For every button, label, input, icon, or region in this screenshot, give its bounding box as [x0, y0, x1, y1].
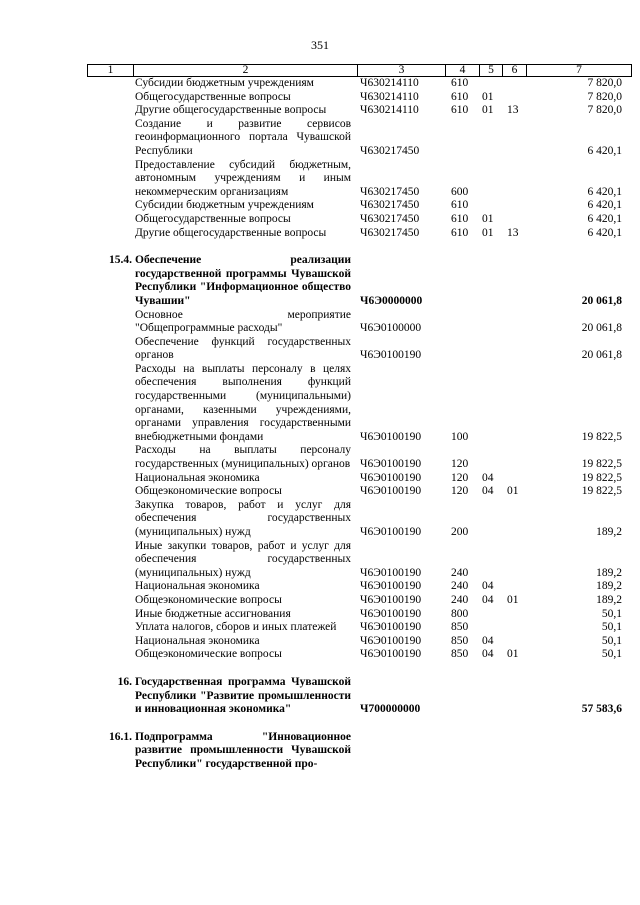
row-code: Ч6Э0100190 [360, 349, 422, 362]
row-name: Закупка товаров, работ и услуг для обеспечения государственных (муниципальных) нужд [135, 498, 351, 538]
table-row [0, 485, 640, 499]
row-name: Общеэкономические вопросы [135, 485, 282, 498]
row-col-4: 610 [451, 104, 469, 117]
table-row [0, 635, 640, 649]
row-col-5: 04 [482, 593, 494, 606]
budget-table [0, 77, 640, 772]
row-sum: 20 061,8 [581, 349, 622, 362]
row-code: Ч6Э0100190 [360, 593, 422, 606]
table-row [0, 540, 640, 581]
row-col-6: 13 [507, 226, 519, 239]
header-col-3: 3 [358, 65, 446, 76]
row-number: 15.4. [109, 254, 132, 267]
row-code: Ч630217450 [360, 212, 420, 225]
row-sum: 7 820,0 [587, 90, 622, 103]
table-row [0, 363, 640, 445]
row-name: Национальная экономика [135, 580, 260, 593]
row-col-6: 01 [507, 593, 519, 606]
row-code: Ч630217450 [360, 226, 420, 239]
row-sum: 7 820,0 [587, 104, 622, 117]
table-row [0, 77, 640, 91]
row-name: Другие общегосударственные вопросы [135, 226, 327, 239]
row-name: Обеспечение функций государственных органов [135, 335, 351, 362]
row-col-6: 01 [507, 485, 519, 498]
row-code: Ч6Э0100190 [360, 526, 422, 538]
row-col-5: 01 [482, 90, 494, 103]
row-name: Предоставление субсидий бюджетным, автономным учреждениям и иным некоммерческим организациям [135, 158, 351, 198]
page-number: 351 [311, 38, 329, 52]
table-row [0, 91, 640, 105]
table-row [0, 213, 640, 227]
row-code: Ч630214110 [360, 77, 419, 89]
row-col-5: 04 [482, 648, 494, 661]
row-sum: 19 822,5 [581, 485, 622, 498]
row-name: Общеэкономические вопросы [135, 593, 282, 606]
row-sum: 6 420,1 [587, 199, 622, 212]
row-name: Расходы на выплаты персоналу государственных (муниципальных) органов [135, 444, 351, 471]
row-name: Общегосударственные вопросы [135, 90, 291, 103]
table-row [0, 594, 640, 608]
row-col-4: 200 [451, 526, 469, 538]
row-gap [0, 717, 640, 731]
row-name: Общеэкономические вопросы [135, 648, 282, 661]
header-col-5: 5 [480, 65, 503, 76]
row-name: Иные бюджетные ассигнования [135, 607, 291, 620]
row-col-4: 610 [451, 199, 469, 212]
row-col-4: 850 [451, 634, 469, 647]
row-col-4: 850 [451, 648, 469, 661]
table-row [0, 472, 640, 486]
row-col-4: 610 [451, 212, 469, 225]
row-col-5: 01 [482, 226, 494, 239]
row-sum: 50,1 [601, 621, 622, 634]
header-col-6: 6 [503, 65, 527, 76]
row-code: Ч630214110 [360, 90, 419, 103]
row-col-5: 04 [482, 580, 494, 593]
table-row [0, 444, 640, 471]
row-gap [0, 662, 640, 676]
row-number: 16.1. [109, 730, 132, 743]
row-code: Ч6Э0100000 [360, 322, 422, 335]
row-col-4: 120 [451, 485, 469, 498]
row-col-4: 240 [451, 593, 469, 606]
row-name: Государственная программа Чувашской Республики "Развитие промышленности и инновационная экономика" [135, 675, 351, 716]
row-sum: 57 583,6 [581, 703, 622, 716]
row-sum: 6 420,1 [587, 212, 622, 225]
table-row [0, 336, 640, 363]
row-col-4: 100 [451, 430, 469, 443]
row-sum: 50,1 [601, 648, 622, 661]
row-col-4: 240 [451, 566, 469, 579]
row-code: Ч6Э0100190 [360, 430, 422, 443]
row-code: Ч6Э0000000 [360, 294, 423, 307]
table-row [0, 580, 640, 594]
row-sum: 6 420,1 [587, 185, 622, 198]
row-name: Субсидии бюджетным учреждениям [135, 77, 314, 89]
row-code: Ч630217450 [360, 199, 420, 212]
row-code: Ч630217450 [360, 144, 420, 157]
row-code: Ч6Э0100190 [360, 566, 422, 579]
table-row [0, 621, 640, 635]
row-col-4: 610 [451, 77, 469, 89]
row-col-6: 01 [507, 648, 519, 661]
row-col-5: 01 [482, 104, 494, 117]
table-row [0, 648, 640, 662]
header-col-7: 7 [576, 64, 582, 76]
row-name: Подпрограмма "Инновационное развитие промышленности Чувашской Республики" государственной про- [135, 730, 351, 770]
row-col-5: 04 [482, 471, 494, 484]
row-name: Расходы на выплаты персоналу в целях обеспечения выполнения функций государственными (муниципальными) органами, казенными учреждениями, органами управления государственными внебюджетными фондами [135, 362, 351, 443]
row-code: Ч6Э0100190 [360, 648, 422, 661]
row-gap [0, 240, 640, 254]
row-name: Национальная экономика [135, 634, 260, 647]
row-name: Иные закупки товаров, работ и услуг для обеспечения государственных (муниципальных) нужд [135, 539, 351, 579]
row-sum: 20 061,8 [581, 322, 622, 335]
row-sum: 19 822,5 [581, 458, 622, 471]
table-row [0, 676, 640, 717]
row-name: Общегосударственные вопросы [135, 212, 291, 225]
table-row [0, 159, 640, 200]
row-col-5: 04 [482, 634, 494, 647]
row-code: Ч6Э0100190 [360, 621, 422, 634]
row-code: Ч6Э0100190 [360, 471, 422, 484]
row-code: Ч6Э0100190 [360, 580, 422, 593]
row-number: 16. [117, 675, 132, 688]
row-name: Обеспечение реализации государственной программы Чувашской Республики "Информационное общество Чувашии" [135, 254, 351, 307]
row-name: Создание и развитие сервисов геоинформационного портала Чувашской Республики [135, 117, 351, 157]
row-sum: 189,2 [596, 566, 622, 579]
row-sum: 189,2 [596, 526, 622, 538]
table-row [0, 608, 640, 622]
row-code: Ч630214110 [360, 104, 419, 117]
header-col-4: 4 [446, 65, 480, 76]
row-col-6: 13 [507, 104, 519, 117]
row-name: Субсидии бюджетным учреждениям [135, 199, 314, 212]
row-sum: 19 822,5 [581, 471, 622, 484]
row-name: Другие общегосударственные вопросы [135, 104, 327, 117]
row-code: Ч6Э0100190 [360, 634, 422, 647]
row-code: Ч700000000 [360, 703, 421, 716]
row-name: Национальная экономика [135, 471, 260, 484]
table-row [0, 227, 640, 241]
row-col-4: 610 [451, 226, 469, 239]
row-col-4: 850 [451, 621, 469, 634]
row-sum: 19 822,5 [581, 430, 622, 443]
row-sum: 6 420,1 [587, 144, 622, 157]
table-row [0, 118, 640, 159]
row-code: Ч6Э0100190 [360, 607, 422, 620]
table-row [0, 499, 640, 540]
row-sum: 20 061,8 [581, 294, 622, 307]
row-col-4: 800 [451, 607, 469, 620]
header-col-1: 1 [88, 65, 134, 76]
table-row [0, 254, 640, 308]
row-sum: 7 820,0 [587, 77, 622, 89]
row-code: Ч630217450 [360, 185, 420, 198]
row-col-4: 240 [451, 580, 469, 593]
row-name: Основное мероприятие "Общепрограммные расходы" [135, 308, 351, 335]
row-code: Ч6Э0100190 [360, 485, 422, 498]
header-col-2: 2 [134, 65, 358, 76]
row-sum: 189,2 [596, 593, 622, 606]
row-col-5: 04 [482, 485, 494, 498]
table-row [0, 309, 640, 336]
table-row [0, 731, 640, 772]
row-col-4: 120 [451, 471, 469, 484]
row-sum: 189,2 [596, 580, 622, 593]
table-row [0, 199, 640, 213]
row-sum: 6 420,1 [587, 226, 622, 239]
row-col-4: 600 [451, 185, 469, 198]
row-code: Ч6Э0100190 [360, 458, 422, 471]
row-sum: 50,1 [601, 634, 622, 647]
table-header [87, 64, 632, 77]
row-name: Уплата налогов, сборов и иных платежей [135, 621, 337, 634]
row-col-4: 120 [451, 458, 469, 471]
table-row [0, 104, 640, 118]
row-sum: 50,1 [601, 607, 622, 620]
row-col-5: 01 [482, 212, 494, 225]
row-col-4: 610 [451, 90, 469, 103]
